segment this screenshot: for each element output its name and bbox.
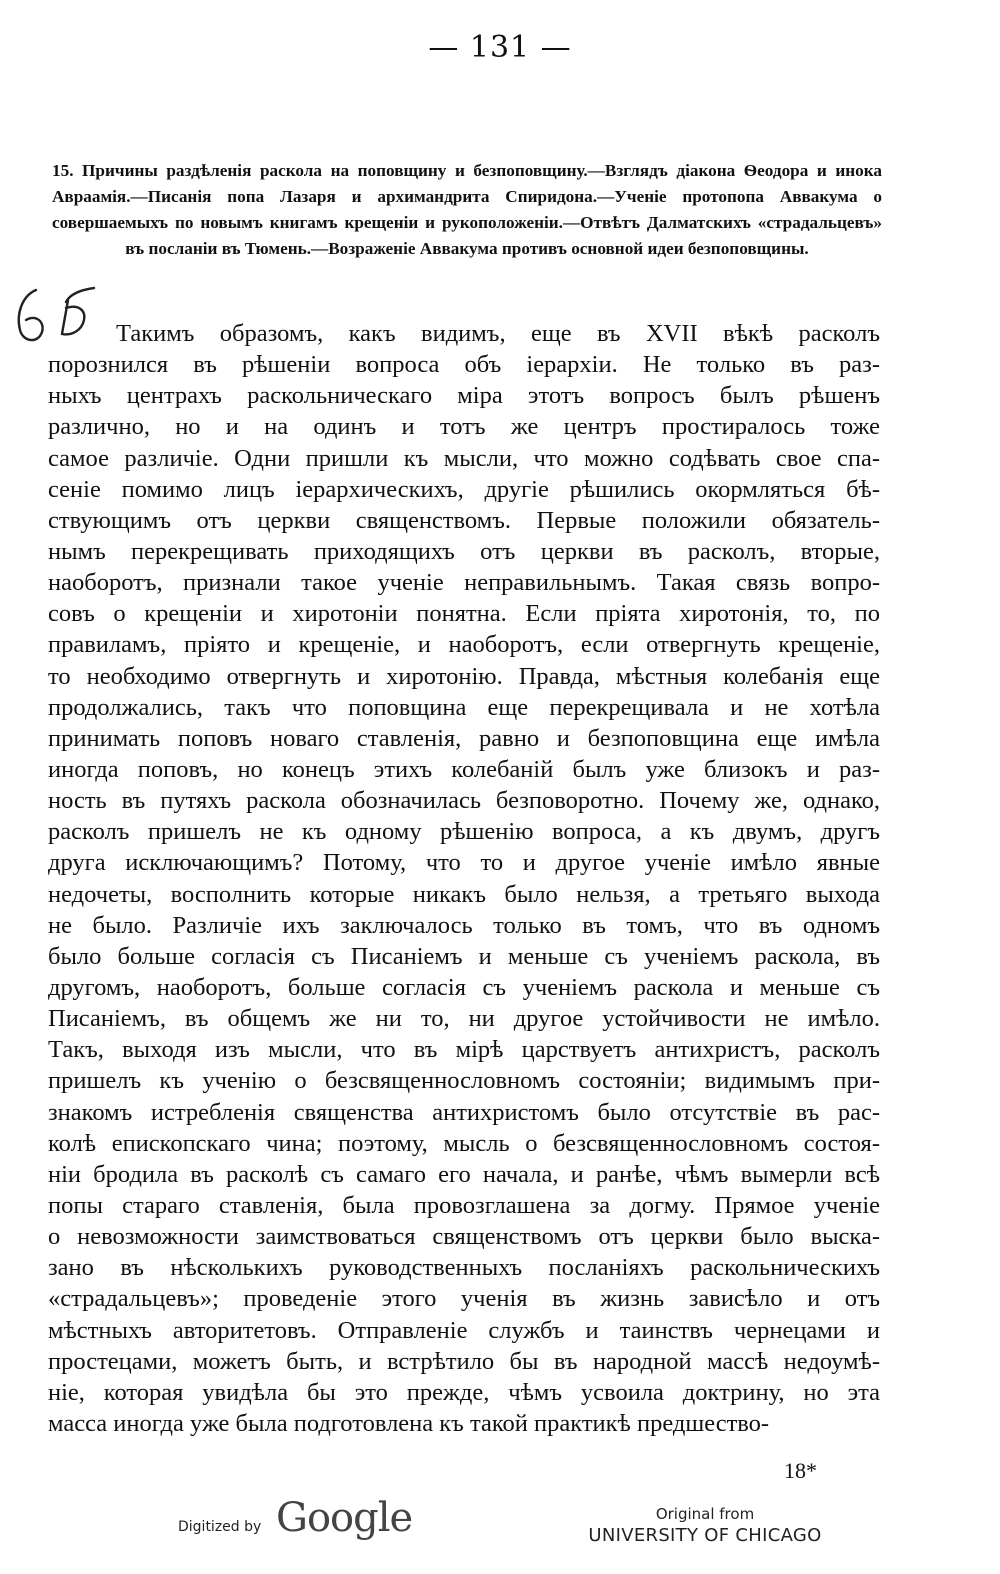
text-line: самое различіе. Одни пришли къ мысли, что можно содѣвать свое спа- bbox=[48, 444, 880, 472]
text-line: «страдальцевъ»; проведеніе этого ученія въ жизнь зависѣло и отъ bbox=[48, 1285, 880, 1313]
university-name: UNIVERSITY OF CHICAGO bbox=[588, 1525, 822, 1546]
text-line: расколъ пришелъ не къ одному рѣшенію вопроса, а къ двумъ, другъ bbox=[48, 818, 880, 846]
original-from-label: Original from bbox=[655, 1505, 755, 1523]
text-line: ніе, которая увидѣла бы это прежде, чѣмъ усвоила доктрину, но эта bbox=[48, 1378, 880, 1406]
text-line: зано въ нѣсколькихъ руководственныхъ посланіяхъ раскольническихъ bbox=[48, 1254, 880, 1282]
digitized-label: Digitized by bbox=[178, 1519, 262, 1535]
digitized-by-google bbox=[178, 1495, 418, 1555]
text-line: друга исключающимъ? Потому, что то и другое ученіе имѣло явные bbox=[48, 849, 880, 877]
text-line: недочеты, восполнить которые никакъ было нельзя, а третьяго выхода bbox=[48, 880, 880, 908]
text-line: нымъ перекрещивать приходящихъ отъ церкви въ расколъ, вторые, bbox=[48, 537, 880, 565]
text-line: было больше согласія съ Писаніемъ и меньше съ ученіемъ раскола, въ bbox=[48, 942, 880, 970]
text-line: пришелъ къ ученію о безсвященнословномъ состояніи; видимымъ при- bbox=[48, 1067, 880, 1095]
text-line: ность въ путяхъ раскола обозначилась безповоротно. Почему же, однако, bbox=[48, 787, 880, 815]
text-line: Такъ, выходя изъ мысли, что въ мірѣ царствуетъ антихристъ, расколъ bbox=[48, 1036, 880, 1064]
text-line: простецами, можетъ быть, и встрѣтило бы въ народной массѣ недоумѣ- bbox=[48, 1347, 880, 1375]
text-line: не было. Различіе ихъ заключалось только въ томъ, что въ одномъ bbox=[48, 911, 880, 939]
text-line: иногда поповъ, но конецъ этихъ колебаній былъ уже близокъ и раз- bbox=[48, 755, 880, 783]
text-line: принимать поповъ новаго ставленія, равно и безпоповщина еще имѣла bbox=[48, 724, 880, 752]
text-line: ствующимъ отъ церкви священствомъ. Первые положили обязатель- bbox=[48, 506, 880, 534]
page-number: — 131 — bbox=[428, 30, 572, 65]
text-line: различно, но и на одинъ и тотъ же центръ простиралось тоже bbox=[48, 413, 880, 441]
body-text bbox=[48, 318, 880, 1439]
text-line: колѣ епископскаго чина; поэтому, мысль о безсвященнословномъ состоя- bbox=[48, 1129, 880, 1157]
sheet-signature: 18* bbox=[784, 1458, 817, 1483]
text-line: сеніе помимо лицъ іерархическихъ, другіе рѣшились окормляться бѣ- bbox=[48, 475, 880, 503]
google-logo: Google bbox=[276, 1495, 413, 1541]
text-line: правиламъ, пріято и крещеніе, и наоборотъ, если отвергнуть крещеніе, bbox=[48, 631, 880, 659]
chapter-summary: 15. Причины раздѣленія раскола на поповщину и безпоповщину.—Взглядъ діакона Ѳеодора и инока Авраамія.—Писанія попа Лазаря и архимандрита Спиридона.—Ученіе протопопа Аввакума о совершаемыхъ по новымъ книгамъ крещеніи и рукоположеніи.—Отвѣтъ Далматскихъ «страдальцевъ» въ посланіи въ Тюмень.—Возраженіе Аввакума противъ основной идеи безпоповщины. bbox=[52, 161, 882, 258]
text-line: другомъ, наоборотъ, больше согласія съ ученіемъ раскола и меньше съ bbox=[48, 973, 880, 1001]
text-line: ныхъ центрахъ раскольническаго міра этотъ вопросъ былъ рѣшенъ bbox=[48, 382, 880, 410]
text-line: мѣстныхъ авторитетовъ. Отправленіе службъ и таинствъ чернецами и bbox=[48, 1316, 880, 1344]
text-line: масса иногда уже была подготовлена къ такой практикѣ предшество- bbox=[48, 1409, 770, 1437]
text-line: о невозможности заимствоваться священствомъ отъ церкви было выска- bbox=[48, 1223, 880, 1251]
text-line: знакомъ истребленія священства антихристомъ было отсутствіе въ рас- bbox=[48, 1098, 880, 1126]
text-line: наоборотъ, признали такое ученіе неправильнымъ. Такая связь вопро- bbox=[48, 569, 880, 597]
text-line: порознился въ рѣшеніи вопроса объ іерархіи. Не только въ раз- bbox=[48, 351, 880, 379]
text-line: Такимъ образомъ, какъ видимъ, еще въ XVII вѣкѣ расколъ bbox=[116, 320, 880, 347]
text-line: Писаніемъ, въ общемъ же ни то, ни другое устойчивости не имѣло. bbox=[48, 1005, 880, 1033]
text-line: то необходимо отвергнуть и хиротонію. Правда, мѣстныя колебанія еще bbox=[48, 662, 880, 690]
text-line: совъ о крещеніи и хиротоніи понятна. Если прiята хиротонія, то, по bbox=[48, 600, 880, 628]
original-from-credit bbox=[580, 1505, 830, 1546]
text-line: ніи бродила въ расколѣ съ самаго его начала, и ранѣе, чѣмъ вымерли всѣ bbox=[48, 1160, 880, 1188]
text-line: продолжались, такъ что поповщина еще перекрещивала и не хотѣла bbox=[48, 693, 880, 721]
text-line: попы стараго ставленія, была провозглашена за догму. Прямое ученіе bbox=[48, 1191, 880, 1219]
